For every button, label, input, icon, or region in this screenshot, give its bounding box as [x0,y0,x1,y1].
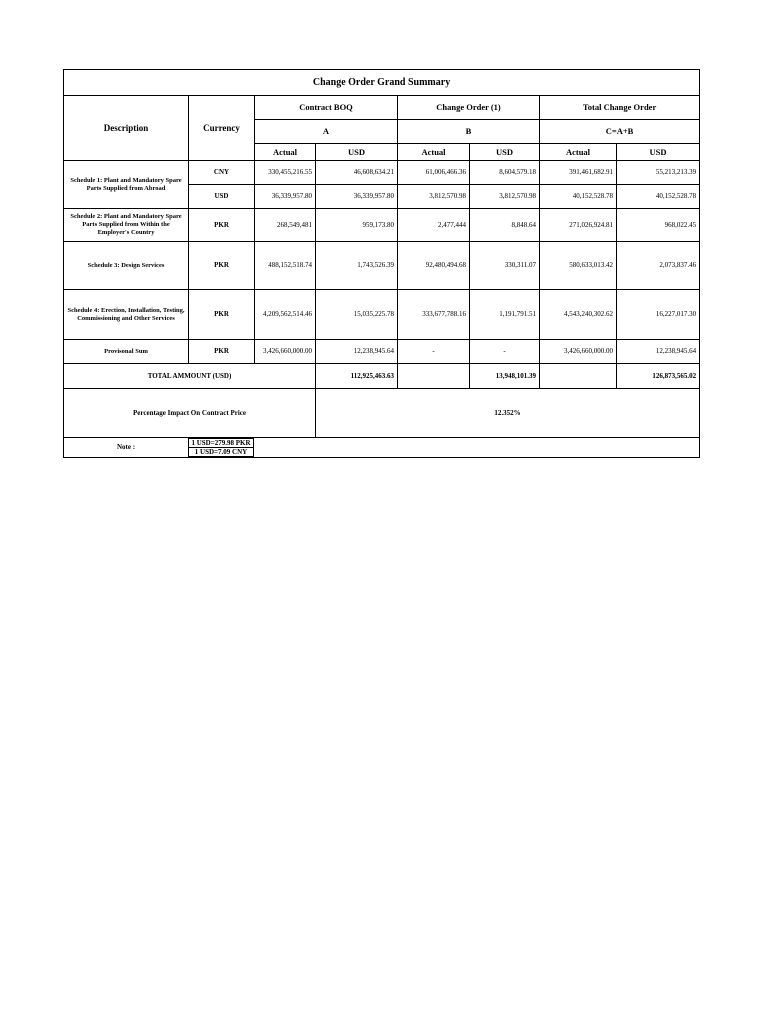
row-currency: PKR [189,340,255,364]
contract-actual: 3,426,660,000.00 [255,340,316,364]
description-header: Description [64,96,189,161]
formula-c: C=A+B [540,120,700,144]
total-actual: 271,026,924.81 [540,209,617,242]
total-usd: 16,227,017.30 [617,290,700,340]
change-actual: 2,477,444 [398,209,470,242]
change-usd: - [470,340,540,364]
change-usd: 8,848.64 [470,209,540,242]
contract-usd: 46,608,634.21 [316,161,398,185]
formula-a: A [255,120,398,144]
row-currency: PKR [189,209,255,242]
table-row [64,161,700,185]
change-usd: 8,604,579.18 [470,161,540,185]
table-row [64,340,700,364]
change-actual: - [398,340,470,364]
change-usd: 330,311.07 [470,242,540,290]
total-usd: 55,213,213.39 [617,161,700,185]
total-change-order-header: Total Change Order [540,96,700,120]
contract-usd: 1,743,526.39 [316,242,398,290]
row-description: Provisonal Sum [64,340,189,364]
total-actual: 4,543,240,302.62 [540,290,617,340]
exchange-rates-cell [189,438,700,458]
empty-cell [398,364,470,389]
total-row [64,364,700,389]
contract-actual: 488,152,518.74 [255,242,316,290]
total-usd: 2,073,837.46 [617,242,700,290]
total-total-usd: 126,873,565.02 [617,364,700,389]
total-contract-usd: 112,925,463.63 [316,364,398,389]
table-title: Change Order Grand Summary [64,70,700,96]
change-order-header: Change Order (1) [398,96,540,120]
total-actual: 580,633,013.42 [540,242,617,290]
currency-header: Currency [189,96,255,161]
change-usd: 3,812,570.98 [470,185,540,209]
contract-usd: 959,173.80 [316,209,398,242]
formula-b: B [398,120,540,144]
total-usd: 12,238,945.64 [617,340,700,364]
contract-usd: 36,339,957.80 [316,185,398,209]
actual-header: Actual [255,144,316,161]
table-row [64,242,700,290]
row-description: Schedule 1: Plant and Mandatory Spare Parts Supplied from Abroad [64,161,189,209]
table-row [64,290,700,340]
contract-actual: 330,455,216.55 [255,161,316,185]
total-change-usd: 13,948,101.39 [470,364,540,389]
row-currency: CNY [189,161,255,185]
row-currency: USD [189,185,255,209]
usd-header: USD [617,144,700,161]
rate-pkr: 1 USD=279.98 PKR [189,438,255,448]
change-usd: 1,191,791.51 [470,290,540,340]
total-actual: 3,426,660,000.00 [540,340,617,364]
note-row [64,438,700,458]
row-description: Schedule 4: Erection, Installation, Testing, Commissioning and Other Services [64,290,189,340]
rate-cny: 1 USD=7.09 CNY [189,448,255,457]
change-order-summary-table [63,69,700,458]
change-actual: 333,677,788.16 [398,290,470,340]
change-actual: 3,812,570.98 [398,185,470,209]
total-usd: 40,152,528.78 [617,185,700,209]
actual-header: Actual [398,144,470,161]
total-label: TOTAL AMMOUNT (USD) [64,364,316,389]
impact-value: 12.352% [316,389,700,438]
impact-row [64,389,700,438]
contract-actual: 36,339,957.80 [255,185,316,209]
contract-actual: 4,209,562,514.46 [255,290,316,340]
contract-usd: 15,035,225.78 [316,290,398,340]
impact-label: Percentage Impact On Contract Price [64,389,316,438]
change-actual: 92,480,494.68 [398,242,470,290]
row-description: Schedule 3: Design Services [64,242,189,290]
row-currency: PKR [189,290,255,340]
change-actual: 61,006,466.36 [398,161,470,185]
actual-header: Actual [540,144,617,161]
row-currency: PKR [189,242,255,290]
contract-usd: 12,238,945.64 [316,340,398,364]
total-actual: 40,152,528.78 [540,185,617,209]
usd-header: USD [316,144,398,161]
table-row [64,209,700,242]
total-actual: 391,461,682.91 [540,161,617,185]
total-usd: 968,022.45 [617,209,700,242]
note-label: Note : [64,438,189,458]
row-description: Schedule 2: Plant and Mandatory Spare Parts Supplied from Within the Employer's Country [64,209,189,242]
contract-actual: 268,549,481 [255,209,316,242]
usd-header: USD [470,144,540,161]
contract-boq-header: Contract BOQ [255,96,398,120]
empty-cell [540,364,617,389]
